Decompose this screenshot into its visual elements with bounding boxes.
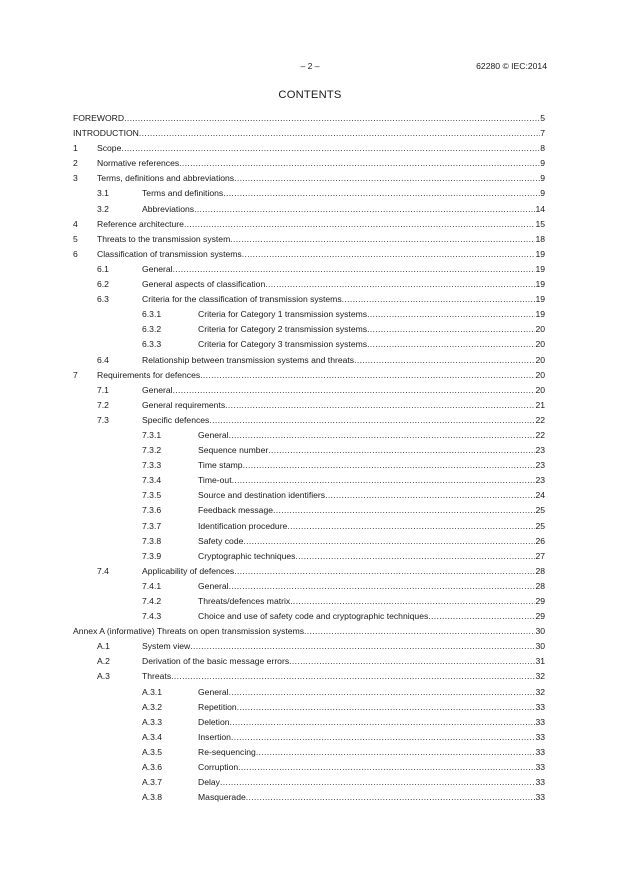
- toc-entry-line: [198, 458, 545, 473]
- toc-entry-line: [198, 473, 545, 488]
- dot-leader: [304, 624, 535, 639]
- dot-leader: [139, 126, 540, 141]
- toc-entry[interactable]: [73, 156, 545, 171]
- toc-entry-number: 7.4.2: [142, 596, 162, 606]
- toc-entry[interactable]: [73, 654, 545, 669]
- toc-entry-page: 18: [535, 233, 545, 244]
- toc-entry-line: [198, 594, 545, 609]
- toc-entry[interactable]: [73, 534, 545, 549]
- toc-entry-title: Deletion: [198, 716, 230, 727]
- toc-entry-page: 29: [535, 596, 545, 606]
- toc-entry-page: 33: [535, 746, 545, 757]
- dot-leader: [273, 503, 535, 518]
- toc-entry[interactable]: [73, 413, 545, 428]
- toc-entry-page: 28: [535, 580, 545, 591]
- toc-entry-page: 27: [535, 550, 545, 561]
- toc-entry-title: Insertion: [198, 731, 231, 742]
- toc-entry-number: 6.3.3: [142, 339, 162, 350]
- toc-entry-line: [142, 383, 545, 398]
- toc-entry-page: 9: [540, 188, 545, 199]
- toc-entry-number: 7.2: [97, 399, 109, 410]
- toc-entry-line: [97, 171, 545, 186]
- toc-entry-title: Identification procedure: [198, 520, 288, 531]
- toc-entry[interactable]: [73, 398, 545, 413]
- dot-leader: [265, 277, 535, 292]
- toc-entry-number: A.3.3: [142, 716, 163, 727]
- toc-entry[interactable]: [73, 171, 545, 186]
- toc-entry-page: 33: [535, 701, 545, 712]
- toc-entry-line: [198, 685, 545, 700]
- toc-entry-number: 7.3.7: [142, 520, 162, 531]
- toc-entry-page: 19: [535, 294, 545, 305]
- toc-entry-number: 6: [73, 248, 78, 259]
- toc-entry-page: 32: [535, 671, 545, 682]
- toc-entry-line: [142, 202, 545, 217]
- toc-entry-page: 19: [535, 279, 545, 290]
- toc-entry[interactable]: [73, 307, 545, 322]
- toc-entry-title: Safety code: [198, 535, 244, 546]
- dot-leader: [209, 413, 535, 428]
- toc-entry[interactable]: [73, 473, 545, 488]
- toc-entry-page: 30: [535, 626, 545, 637]
- toc-entry[interactable]: [73, 609, 545, 624]
- toc-entry-title: General: [198, 429, 229, 440]
- toc-entry-line: [142, 262, 545, 277]
- toc-entry-number: 7.3.6: [142, 505, 162, 516]
- toc-entry-line: [97, 247, 545, 262]
- toc-entry-line: [97, 141, 545, 156]
- toc-entry-line: [97, 232, 545, 247]
- toc-entry-title: Source and destination identifiers: [198, 490, 326, 501]
- toc-entry-line: [73, 126, 545, 141]
- dot-leader: [229, 428, 536, 443]
- toc-entry-page: 8: [540, 143, 545, 154]
- toc-entry-title: Requirements for defences: [97, 369, 201, 380]
- toc-entry-title: Classification of transmission systems: [97, 248, 242, 259]
- toc-entry[interactable]: [73, 488, 545, 503]
- toc-entry-title: Corruption: [198, 762, 239, 773]
- toc-entry[interactable]: [73, 715, 545, 730]
- toc-entry-number: 6.3.2: [142, 324, 162, 335]
- toc-entry-number: A.3.2: [142, 701, 163, 712]
- toc-entry[interactable]: [73, 428, 545, 443]
- toc-entry-line: [142, 413, 545, 428]
- toc-entry-title: Applicability of defences: [142, 565, 235, 576]
- toc-entry-line: [198, 775, 545, 790]
- dot-leader: [342, 292, 536, 307]
- toc-entry-line: [198, 428, 545, 443]
- toc-entry[interactable]: [73, 126, 545, 141]
- toc-entry[interactable]: [73, 217, 545, 232]
- toc-entry-page: 33: [535, 716, 545, 727]
- toc-entry-number: 7.4.3: [142, 611, 162, 622]
- toc-entry-number: 7.3.5: [142, 490, 162, 501]
- dot-leader: [243, 458, 536, 473]
- toc-entry[interactable]: [73, 790, 545, 805]
- toc-entry[interactable]: [73, 594, 545, 609]
- toc-entry-title: General: [198, 686, 229, 697]
- dot-leader: [230, 715, 536, 730]
- toc-entry-number: 3.1: [97, 188, 109, 199]
- toc-entry-page: 20: [535, 369, 545, 380]
- toc-entry-title: Normative references: [97, 158, 180, 169]
- dot-leader: [230, 232, 535, 247]
- toc-entry-line: [142, 669, 545, 684]
- toc-entry[interactable]: [73, 337, 545, 352]
- toc-entry-page: 19: [535, 309, 545, 320]
- toc-entry-line: [198, 700, 545, 715]
- toc-entry[interactable]: [73, 186, 545, 201]
- toc-entry-page: 7: [540, 128, 545, 139]
- dot-leader: [246, 790, 536, 805]
- toc-entry-line: [198, 760, 545, 775]
- toc-entry[interactable]: [73, 669, 545, 684]
- dot-leader: [232, 473, 536, 488]
- toc-entry-title: System view: [142, 641, 191, 652]
- toc-entry[interactable]: [73, 775, 545, 790]
- dot-leader: [190, 639, 535, 654]
- dot-leader: [229, 579, 536, 594]
- dot-leader: [171, 669, 535, 684]
- dot-leader: [173, 383, 536, 398]
- toc-entry[interactable]: [73, 277, 545, 292]
- toc-entry-title: General aspects of classification: [142, 279, 266, 290]
- toc-entry-page: 9: [540, 173, 545, 184]
- toc-entry-line: [198, 745, 545, 760]
- toc-entry-page: 5: [540, 113, 545, 123]
- toc-entry-line: [198, 307, 545, 322]
- toc-entry-title: Sequence number: [198, 445, 269, 456]
- toc-entry-line: [198, 519, 545, 534]
- toc-entry[interactable]: [73, 503, 545, 518]
- toc-entry-page: 33: [535, 777, 545, 788]
- dot-leader: [428, 609, 535, 624]
- toc-entry[interactable]: [73, 262, 545, 277]
- dot-leader: [325, 488, 535, 503]
- toc-entry[interactable]: [73, 730, 545, 745]
- toc-entry-title: Criteria for Category 3 transmission systems: [198, 339, 368, 350]
- toc-entry-page: 20: [535, 384, 545, 395]
- toc-entry-number: A.3.4: [142, 731, 163, 742]
- toc-entry-title: Terms and definitions: [142, 188, 224, 199]
- toc-entry-title: General: [142, 384, 173, 395]
- toc-entry-number: 7.4: [97, 565, 109, 576]
- dot-leader: [234, 171, 540, 186]
- toc-entry[interactable]: [73, 564, 545, 579]
- dot-leader: [290, 594, 535, 609]
- toc-entry-page: 9: [540, 158, 545, 169]
- toc-entry-number: A.3: [97, 671, 110, 682]
- toc-entry-number: 2: [73, 158, 78, 169]
- dot-leader: [220, 775, 535, 790]
- toc-entry[interactable]: [73, 292, 545, 307]
- toc-entry-page: 33: [535, 792, 545, 803]
- toc-entry-page: 19: [535, 248, 545, 259]
- toc-entry[interactable]: [73, 141, 545, 156]
- toc-entry-number: 6.3.1: [142, 309, 162, 320]
- toc-entry-page: 26: [535, 535, 545, 546]
- toc-entry-line: [97, 217, 545, 232]
- toc-entry-number: 7.3: [97, 414, 109, 425]
- dot-leader: [237, 700, 536, 715]
- toc-entry-number: 7.3.9: [142, 550, 162, 561]
- toc-entry-title: Delay: [198, 777, 220, 788]
- toc-entry-title: Specific defences: [142, 414, 210, 425]
- toc-entry-title: Feedback message: [198, 505, 273, 516]
- toc-entry-number: A.3.7: [142, 777, 163, 788]
- toc-entry-line: [142, 639, 545, 654]
- toc-entry-title: General: [198, 580, 229, 591]
- dot-leader: [231, 730, 535, 745]
- toc-entry-line: [142, 353, 545, 368]
- toc-entry-title: Reference architecture: [97, 218, 184, 229]
- toc-entry-line: [142, 398, 545, 413]
- dot-leader: [367, 337, 535, 352]
- dot-leader: [179, 156, 540, 171]
- toc-entry-line: [198, 790, 545, 805]
- toc-entry[interactable]: [73, 700, 545, 715]
- toc-entry-line: [73, 111, 545, 126]
- toc-entry-page: 19: [535, 263, 545, 274]
- toc-entry-title: Criteria for Category 2 transmission systems: [198, 324, 368, 335]
- toc-entry-page: 22: [535, 429, 545, 440]
- dot-leader: [238, 760, 535, 775]
- dot-leader: [124, 111, 540, 126]
- toc-entry-page: 14: [535, 203, 545, 214]
- dot-leader: [194, 202, 535, 217]
- toc-entry[interactable]: [73, 639, 545, 654]
- toc-entry[interactable]: [73, 202, 545, 217]
- toc-entry-line: [142, 277, 545, 292]
- toc-entry[interactable]: [73, 579, 545, 594]
- dot-leader: [184, 217, 536, 232]
- toc-entry-page: 31: [535, 656, 545, 667]
- toc-entry-line: [198, 609, 545, 624]
- dot-leader: [354, 353, 535, 368]
- toc-entry-title: Choice and use of safety code and cryptographic techniques: [198, 611, 429, 622]
- toc-entry-number: A.2: [97, 656, 110, 667]
- toc-entry[interactable]: [73, 624, 545, 639]
- toc-entry-line: [198, 488, 545, 503]
- toc-entry[interactable]: [73, 368, 545, 383]
- toc-entry-number: 7: [73, 369, 78, 380]
- toc-entry[interactable]: [73, 247, 545, 262]
- toc-entry-title: Terms, definitions and abbreviations: [97, 173, 235, 184]
- toc-entry[interactable]: [73, 353, 545, 368]
- dot-leader: [242, 247, 536, 262]
- toc-entry-number: 4: [73, 218, 78, 229]
- document-reference: 62280 © IEC:2014: [476, 61, 547, 71]
- table-of-contents: [73, 111, 545, 805]
- toc-entry-title: Time-out: [198, 475, 232, 486]
- toc-entry[interactable]: [73, 519, 545, 534]
- toc-entry-title: Criteria for the classification of transmission systems: [142, 294, 342, 305]
- dot-leader: [229, 685, 536, 700]
- dot-leader: [234, 564, 535, 579]
- toc-entry-line: [142, 186, 545, 201]
- toc-entry-title: General: [142, 263, 173, 274]
- dot-leader: [268, 443, 535, 458]
- toc-entry-title: INTRODUCTION: [73, 128, 139, 139]
- toc-entry-title: General requirements: [142, 399, 226, 410]
- toc-entry-line: [97, 156, 545, 171]
- toc-entry-page: 32: [535, 686, 545, 697]
- toc-entry-title: Abbreviations: [142, 203, 195, 214]
- toc-entry-page: 20: [535, 354, 545, 365]
- toc-entry-number: 7.1: [97, 384, 109, 395]
- toc-entry-line: [198, 579, 545, 594]
- dot-leader: [256, 745, 536, 760]
- toc-entry-number: 7.3.4: [142, 475, 162, 486]
- toc-entry-title: Annex A (informative) Threats on open transmission systems: [73, 626, 305, 637]
- toc-entry[interactable]: [73, 111, 545, 126]
- toc-entry-page: 20: [535, 324, 545, 335]
- toc-entry-title: Time stamp: [198, 460, 243, 471]
- toc-entry-page: 23: [535, 460, 545, 471]
- page-title: CONTENTS: [278, 89, 342, 101]
- dot-leader: [289, 654, 535, 669]
- toc-entry-title: Threats to the transmission system: [97, 233, 231, 244]
- toc-entry-number: A.3.5: [142, 746, 163, 757]
- toc-entry-number: 7.3.2: [142, 445, 162, 456]
- toc-entry-page: 25: [535, 505, 545, 516]
- dot-leader: [367, 307, 535, 322]
- toc-entry-line: [198, 503, 545, 518]
- toc-entry-page: 30: [535, 641, 545, 652]
- toc-entry-page: 15: [535, 218, 545, 229]
- toc-entry-page: 33: [535, 731, 545, 742]
- dot-leader: [367, 322, 535, 337]
- toc-entry[interactable]: [73, 549, 545, 564]
- toc-entry[interactable]: [73, 760, 545, 775]
- toc-entry[interactable]: [73, 685, 545, 700]
- toc-entry[interactable]: [73, 443, 545, 458]
- toc-entry-title: Scope: [97, 143, 122, 154]
- toc-entry-number: 6.4: [97, 354, 109, 365]
- toc-entry-line: [198, 322, 545, 337]
- toc-entry[interactable]: [73, 322, 545, 337]
- page-number: – 2 –: [300, 61, 320, 71]
- toc-entry-line: [97, 368, 545, 383]
- toc-entry-number: 3: [73, 173, 78, 184]
- toc-entry-page: 22: [535, 414, 545, 425]
- toc-entry-page: 23: [535, 445, 545, 456]
- toc-entry-number: 6.2: [97, 279, 109, 290]
- dot-leader: [200, 368, 535, 383]
- toc-entry-title: Criteria for Category 1 transmission systems: [198, 309, 368, 320]
- toc-entry-number: A.3.1: [142, 686, 163, 697]
- toc-entry-number: 6.3: [97, 294, 109, 305]
- toc-entry[interactable]: [73, 745, 545, 760]
- toc-entry-number: A.3.8: [142, 792, 163, 803]
- toc-entry-title: Threats: [142, 671, 172, 682]
- toc-entry-page: 23: [535, 475, 545, 486]
- toc-entry-line: [198, 534, 545, 549]
- toc-entry[interactable]: [73, 232, 545, 247]
- toc-entry-title: Relationship between transmission systems and threats: [142, 354, 355, 365]
- toc-entry-title: Threats/defences matrix: [198, 596, 291, 606]
- toc-entry-page: 33: [535, 762, 545, 773]
- dot-leader: [287, 519, 535, 534]
- dot-leader: [225, 398, 535, 413]
- dot-leader: [223, 186, 540, 201]
- toc-entry-line: [142, 654, 545, 669]
- toc-entry-line: [198, 715, 545, 730]
- toc-entry-number: 3.2: [97, 203, 109, 214]
- toc-entry-number: 1: [73, 143, 78, 154]
- toc-entry-line: [73, 624, 545, 639]
- toc-entry-page: 20: [535, 339, 545, 350]
- toc-entry-number: 5: [73, 233, 78, 244]
- dot-leader: [295, 549, 535, 564]
- dot-leader: [243, 534, 535, 549]
- dot-leader: [173, 262, 536, 277]
- toc-entry-number: 7.3.8: [142, 535, 162, 546]
- toc-entry-number: 7.3.1: [142, 429, 162, 440]
- toc-entry-number: 7.3.3: [142, 460, 162, 471]
- toc-entry-title: Repetition: [198, 701, 237, 712]
- toc-entry-line: [198, 443, 545, 458]
- toc-entry-title: Cryptographic techniques: [198, 550, 296, 561]
- toc-entry-line: [198, 337, 545, 352]
- toc-entry-title: FOREWORD: [73, 113, 125, 123]
- toc-entry-number: A.3.6: [142, 762, 163, 773]
- toc-entry-title: Masquerade: [198, 792, 246, 803]
- toc-entry-number: A.1: [97, 641, 110, 652]
- toc-entry-title: Re-sequencing: [198, 746, 256, 757]
- dot-leader: [121, 141, 540, 156]
- toc-entry[interactable]: [73, 383, 545, 398]
- toc-entry-line: [198, 549, 545, 564]
- toc-entry[interactable]: [73, 458, 545, 473]
- toc-entry-page: 29: [535, 611, 545, 622]
- toc-entry-line: [198, 730, 545, 745]
- toc-entry-line: [142, 564, 545, 579]
- toc-entry-number: 6.1: [97, 263, 109, 274]
- toc-entry-page: 21: [535, 399, 545, 410]
- toc-entry-title: Derivation of the basic message errors: [142, 656, 290, 667]
- toc-entry-page: 24: [535, 490, 545, 501]
- toc-entry-page: 25: [535, 520, 545, 531]
- toc-entry-page: 28: [535, 565, 545, 576]
- toc-entry-number: 7.4.1: [142, 580, 162, 591]
- toc-entry-line: [142, 292, 545, 307]
